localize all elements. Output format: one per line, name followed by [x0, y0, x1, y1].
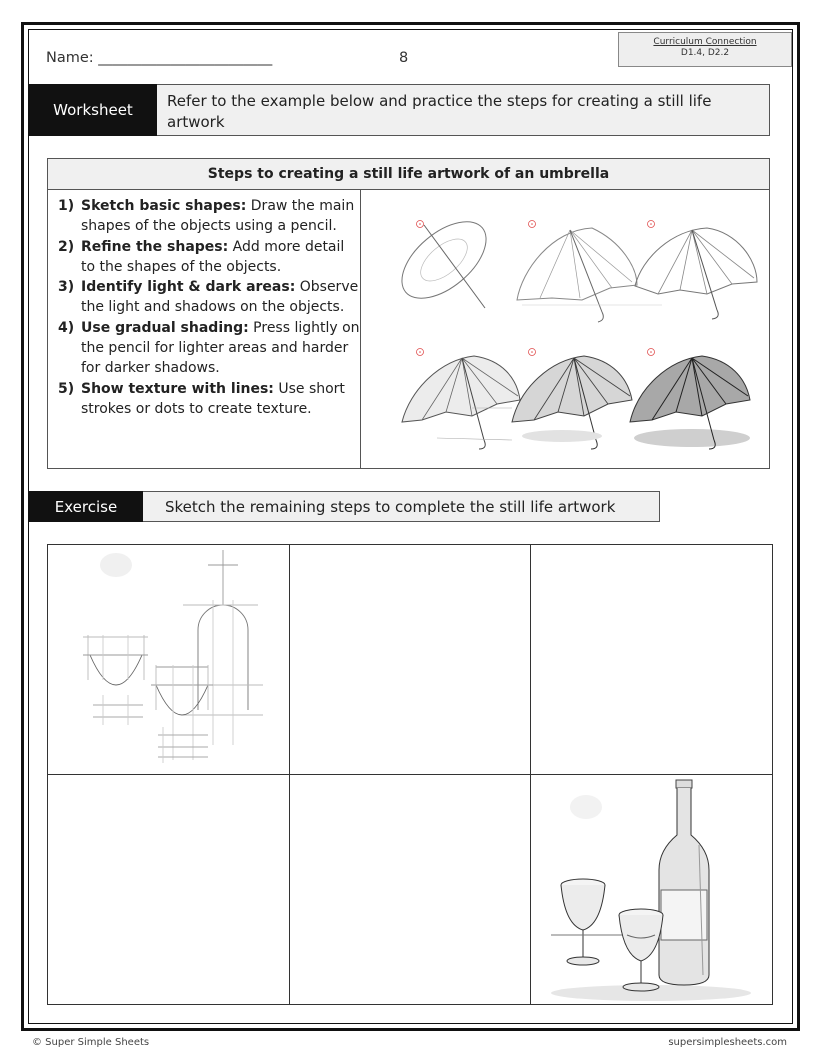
steps-list [48, 190, 361, 469]
wine-step1-sketch [48, 545, 290, 775]
step-item [58, 379, 360, 420]
name-field[interactable]: Name: ________________________ [46, 50, 273, 66]
worksheet-instruction: Refer to the example below and practice the steps for creating a still life artwork [157, 84, 770, 136]
step-item [58, 318, 360, 379]
step-text: Add more detail to the shapes of the objects. [81, 238, 345, 275]
step-item [58, 277, 360, 318]
curriculum-title: Curriculum Connection [653, 37, 757, 47]
exercise-instruction: Sketch the remaining steps to complete the still life artwork [143, 491, 660, 522]
steps-table [47, 158, 770, 469]
wine-final-drawing [531, 775, 772, 1004]
umbrella-step4-image [402, 349, 520, 450]
umbrella-step3-image [635, 221, 757, 320]
umbrella-steps-illustration [362, 190, 770, 469]
step-number: 1) [58, 198, 75, 214]
page-number: 8 [399, 50, 409, 66]
umbrella-step1-image [388, 207, 499, 313]
exercise-cell-step4[interactable] [48, 775, 290, 1004]
step-text: Observe the light and shadows on the objects. [81, 279, 359, 316]
worksheet-label: Worksheet [29, 84, 157, 136]
step-number: 5) [58, 380, 75, 397]
step-title: Sketch basic shapes: [81, 198, 247, 214]
steps-table-title: Steps to creating a still life artwork of an umbrella [48, 159, 769, 190]
step-title: Identify light & dark areas: [81, 279, 296, 296]
exercise-grid [47, 544, 773, 1005]
step-item [58, 237, 360, 278]
footer-website[interactable]: supersimplesheets.com [668, 1037, 787, 1048]
footer-copyright: © Super Simple Sheets [32, 1037, 150, 1048]
step-text: Use short strokes or dots to create texture. [81, 380, 345, 417]
exercise-cell-final [531, 775, 772, 1004]
step-number: 3) [58, 279, 75, 296]
exercise-cell-step3[interactable] [531, 545, 772, 775]
step-title: Show texture with lines: [81, 380, 274, 397]
step-number: 4) [58, 319, 75, 336]
exercise-label: Exercise [29, 491, 143, 522]
step-title: Refine the shapes: [81, 238, 229, 255]
umbrella-step5-image [512, 349, 632, 450]
exercise-cell-step1 [48, 545, 290, 775]
umbrella-step6-image [630, 349, 750, 450]
curriculum-connection-box [618, 32, 792, 67]
curriculum-codes: D1.4, D2.2 [680, 48, 730, 58]
exercise-cell-step2[interactable] [290, 545, 531, 775]
step-item [58, 196, 360, 237]
exercise-cell-step5[interactable] [290, 775, 531, 1004]
step-text: Press lightly on the pencil for lighter areas and harder for darker shadows. [81, 319, 360, 377]
step-text: Draw the main shapes of the objects using a pencil. [81, 198, 355, 235]
step-number: 2) [58, 238, 75, 255]
step-title: Use gradual shading: [81, 319, 249, 336]
